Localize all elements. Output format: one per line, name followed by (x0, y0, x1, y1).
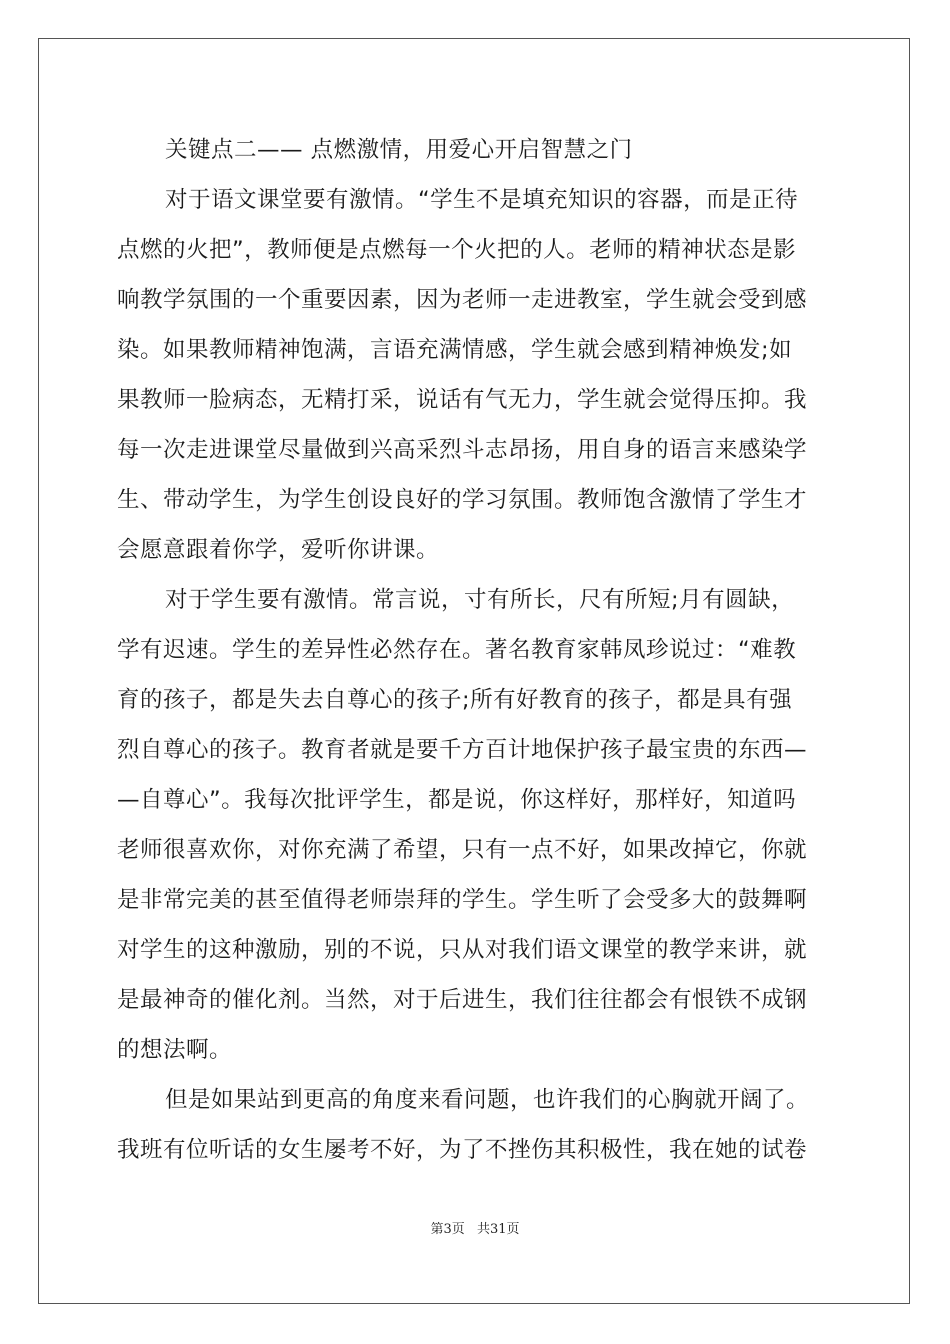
paragraph-line: 的想法啊。 (117, 1037, 233, 1063)
paragraph-line: 点燃的火把”，教师便是点燃每一个火把的人。老师的精神状态是影 (117, 237, 797, 263)
paragraph-line: 每一次走进课堂尽量做到兴高采烈斗志昂扬，用自身的语言来感染学 (117, 437, 808, 463)
paragraph-line: 是非常完美的甚至值得老师崇拜的学生。学生听了会受多大的鼓舞啊 (117, 887, 808, 913)
paragraph-line: 是最神奇的催化剂。当然，对于后进生，我们往往都会有恨铁不成钢 (117, 987, 808, 1013)
paragraph-line: 育的孩子，都是失去自尊心的孩子;所有好教育的孩子，都是具有强 (117, 687, 793, 713)
paragraph-line: 对于语文课堂要有激情。“学生不是填充知识的容器，而是正待 (165, 187, 799, 213)
paragraph-line: 染。如果教师精神饱满，言语充满情感，学生就会感到精神焕发;如 (117, 337, 793, 363)
paragraph-line: 对学生的这种激励，别的不说，只从对我们语文课堂的教学来讲，就 (117, 937, 808, 963)
page-total: 共31页 (476, 1222, 520, 1237)
paragraph-line: 响教学氛围的一个重要因素，因为老师一走进教室，学生就会受到感 (117, 287, 808, 313)
page-footer (0, 1221, 950, 1239)
paragraph-line: 生、带动学生，为学生创设良好的学习氛围。教师饱含激情了学生才 (117, 487, 808, 513)
page-number: 第3页 (430, 1222, 465, 1237)
paragraph-line: 但是如果站到更高的角度来看问题，也许我们的心胸就开阔了。 (165, 1087, 810, 1113)
paragraph-line: 我班有位听话的女生屡考不好，为了不挫伤其积极性，我在她的试卷 (117, 1137, 808, 1163)
paragraph-line: 果教师一脸病态，无精打采，说话有气无力，学生就会觉得压抑。我 (117, 387, 808, 413)
paragraph-line: 烈自尊心的孩子。教育者就是要千方百计地保护孩子最宝贵的东西— (117, 737, 808, 763)
paragraph-line: 对于学生要有激情。常言说，寸有所长，尺有所短;月有圆缺， (165, 587, 795, 613)
paragraph-line: 学有迟速。学生的差异性必然存在。著名教育家韩凤珍说过：“难教 (117, 637, 797, 663)
section-heading: 关键点二—— 点燃激情，用爱心开启智慧之门 (165, 137, 633, 163)
paragraph-line: 会愿意跟着你学，爱听你讲课。 (117, 537, 440, 563)
paragraph-line: —自尊心”。我每次批评学生，都是说，你这样好，那样好，知道吗 (117, 787, 797, 813)
paragraph-line: 老师很喜欢你，对你充满了希望，只有一点不好，如果改掉它，你就 (117, 837, 808, 863)
